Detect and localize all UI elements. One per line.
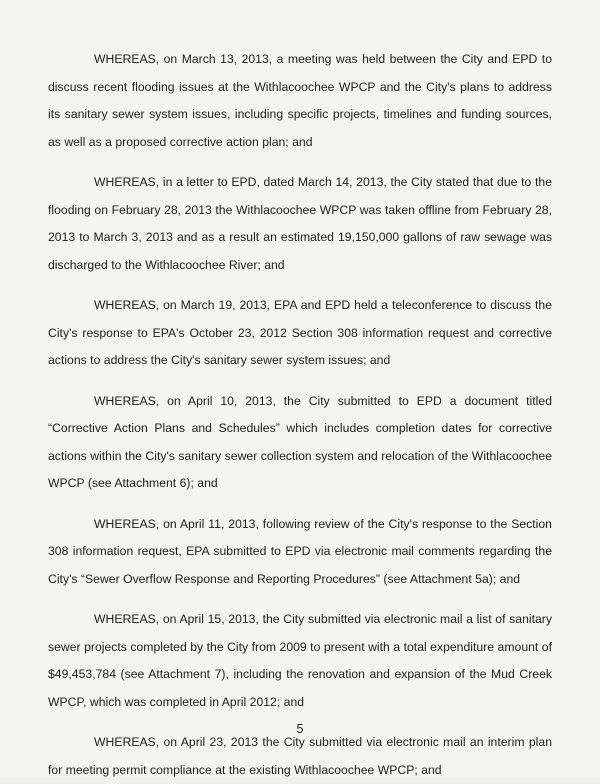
paragraph-april-11-comments: WHEREAS, on April 11, 2013, following review of the City's response to the Section 308 information request, EPA submitted to EPD via electronic mail comments regarding the City's “Sewer Overflow Response and Reporting Procedures” (see Attachment 5a); and: [48, 516, 552, 586]
page-number: 5: [296, 722, 304, 736]
paragraph-april-10-submission: WHEREAS, on April 10, 2013, the City submitted to EPD a document titled “Corrective Action Plans and Schedules” which includes completion dates for corrective actions within the City's sanitary sewer collection system and relocation of the Withlacoochee WPCP (see Attachment 6); and: [48, 393, 552, 490]
paragraph-march-19-teleconference: WHEREAS, on March 19, 2013, EPA and EPD held a teleconference to discuss the City's response to EPA's October 23, 2012 Section 308 information request and corrective actions to address the City's sanitary sewer system issues; and: [48, 298, 552, 367]
paragraph-march-14-letter: WHEREAS, in a letter to EPD, dated March 14, 2013, the City stated that due to the flooding on February 28, 2013 the Withlacoochee WPCP was taken offline from February 28, 2013 to March 3, 2013 and as a result an estimated 19,150,000 gallons of raw sewage was discharged to the Withlacoochee River; and: [48, 175, 552, 272]
paragraph-april-23-interim-plan: WHEREAS, on April 23, 2013 the City submitted via electronic mail an interim plan for meeting permit compliance at the existing Withlacoochee WPCP; and: [48, 735, 552, 777]
paragraph-april-15-projects: WHEREAS, on April 15, 2013, the City submitted via electronic mail a list of sanitary sewer projects completed by the City from 2009 to present with a total expenditure amount of $49,453,784 (see Attachment 7), including the renovation and expansion of the Mud Creek WPCP, which was completed in April 2012; and: [48, 612, 552, 709]
paragraph-march-13-meeting: WHEREAS, on March 13, 2013, a meeting was held between the City and EPD to discuss recent flooding issues at the Withlacoochee WPCP and the City's plans to address its sanitary sewer system issues, including specific projects, timelines and funding sources, as well as a proposed corrective action plan; and: [48, 52, 552, 149]
